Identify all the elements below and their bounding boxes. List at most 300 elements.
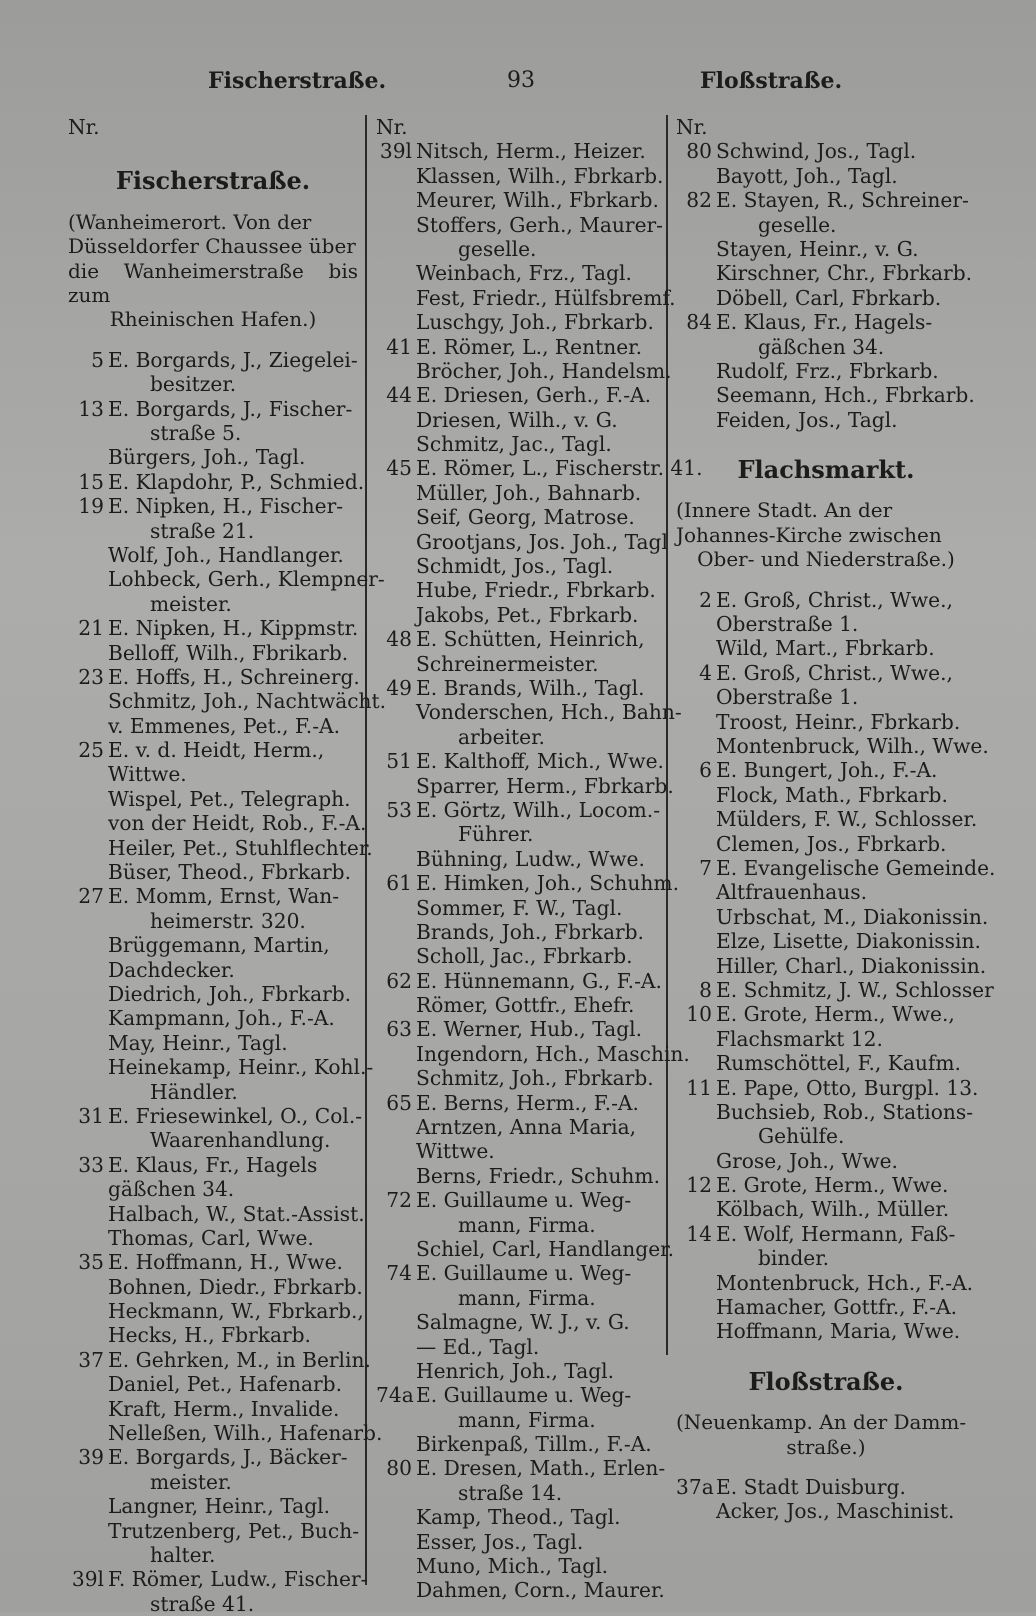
house-number: 82 xyxy=(686,188,712,213)
entry-line xyxy=(68,1470,358,1494)
entry-line xyxy=(376,871,679,896)
entry-line xyxy=(376,896,661,920)
entry-text: Rudolf, Frz., Fbrkarb. xyxy=(716,358,939,383)
entry-line xyxy=(676,1002,976,1026)
entry-text: Büser, Theod., Fbrkarb. xyxy=(108,860,351,885)
entry-line xyxy=(376,944,661,968)
entry-line xyxy=(376,139,661,163)
entry-text: Führer. xyxy=(458,822,534,847)
entry-text: Scholl, Jac., Fbrkarb. xyxy=(416,944,633,969)
entry-line xyxy=(68,1372,358,1396)
house-number: 65 xyxy=(386,1090,412,1115)
house-number: 10 xyxy=(686,1002,712,1027)
entry-line xyxy=(68,714,358,738)
entry-text: E. Grote, Herm., Wwe. xyxy=(716,1173,949,1198)
entry-text: E. Dresen, Math., Erlen- xyxy=(416,1456,666,1481)
entry-text: Händler. xyxy=(150,1079,238,1104)
entry-text: Bayott, Joh., Tagl. xyxy=(716,163,898,188)
house-number: 39l xyxy=(71,1567,104,1592)
entry-line xyxy=(676,213,976,237)
entry-text: Salmagne, W. J., v. G. xyxy=(416,1310,630,1335)
entry-list xyxy=(676,1475,976,1524)
entry-line xyxy=(676,237,976,261)
entry-text: Kraft, Herm., Invalide. xyxy=(108,1396,340,1421)
entry-text: Schmitz, Joh., Fbrkarb. xyxy=(416,1066,654,1091)
entry-text: E. Nipken, H., Kippmstr. xyxy=(108,616,359,641)
entry-text: Buchsieb, Rob., Stations- xyxy=(716,1099,974,1124)
description-line: Rheinischen Hafen.) xyxy=(109,307,317,332)
house-number: 80 xyxy=(686,139,712,164)
entry-text: Waarenhandlung. xyxy=(150,1128,331,1153)
column-3 xyxy=(676,115,996,1524)
entry-line xyxy=(68,1494,358,1518)
entry-line xyxy=(376,188,661,212)
entry-line xyxy=(376,1432,661,1456)
entry-line xyxy=(68,1299,364,1324)
entry-line xyxy=(68,665,358,689)
entry-line xyxy=(376,408,661,432)
entry-text: E. Klaus, Fr., Hagels- xyxy=(716,310,933,335)
entry-list xyxy=(676,587,996,1344)
entry-line xyxy=(376,822,661,846)
nr-label: Nr. xyxy=(676,115,708,139)
house-number: 21 xyxy=(78,616,104,641)
entry-line xyxy=(68,1055,374,1080)
entry-line xyxy=(376,261,661,285)
description-line: (Wanheimerort. Von der xyxy=(68,209,312,234)
entry-line xyxy=(68,543,358,567)
entry-text: gäßchen 34. xyxy=(108,1177,235,1202)
house-number: 45 xyxy=(386,456,412,481)
entry-line xyxy=(68,1250,358,1274)
entry-line xyxy=(68,738,358,762)
entry-text: E. Groß, Christ., Wwe., xyxy=(716,660,953,685)
entry-line xyxy=(676,1197,976,1221)
entry-text: mann, Firma. xyxy=(458,1285,596,1310)
entry-line xyxy=(376,432,661,456)
entry-line xyxy=(68,445,358,469)
entry-text: Schiel, Carl, Handlanger. xyxy=(416,1236,675,1261)
entry-line xyxy=(68,1153,358,1177)
entry-text: E. Bungert, Joh., F.-A. xyxy=(716,758,938,783)
description-line: (Innere Stadt. An der xyxy=(676,498,893,523)
entry-line xyxy=(68,1347,371,1372)
house-number: 49 xyxy=(386,675,412,700)
entry-line xyxy=(68,958,358,982)
house-number: 39l xyxy=(379,139,412,164)
entry-text: Driesen, Wilh., v. G. xyxy=(416,407,618,432)
entry-line xyxy=(676,1173,976,1197)
entry-line xyxy=(68,1226,358,1250)
entry-text: Schmitz, Jac., Tagl. xyxy=(416,432,612,457)
entry-text: arbeiter. xyxy=(458,724,545,749)
entry-text: E. Römer, L., Rentner. xyxy=(416,334,642,359)
entry-text: Montenbruck, Hch., F.-A. xyxy=(716,1270,974,1295)
entry-line xyxy=(376,627,661,651)
entry-line xyxy=(676,261,976,285)
entry-text: Oberstraße 1. xyxy=(716,685,859,710)
entry-text: Grootjans, Jos. Joh., Tagl xyxy=(416,529,668,554)
entry-line xyxy=(676,661,976,685)
description-line: Ober- und Niederstraße.) xyxy=(697,547,955,572)
entry-line xyxy=(376,358,672,383)
entry-text: E. Stayen, R., Schreiner- xyxy=(716,188,969,213)
entry-line xyxy=(376,652,661,676)
entry-text: Diedrich, Joh., Fbrkarb. xyxy=(108,981,352,1006)
entry-line xyxy=(676,310,976,334)
entry-line xyxy=(676,1149,976,1173)
column-1 xyxy=(68,115,387,1616)
entry-line xyxy=(676,953,987,978)
entry-text: Lohbeck, Gerh., Klempner- xyxy=(108,567,385,592)
entry-text: Henrich, Joh., Tagl. xyxy=(416,1358,615,1383)
house-number: 48 xyxy=(386,627,412,652)
entry-line xyxy=(68,811,367,836)
entry-line xyxy=(68,421,358,445)
entry-line xyxy=(676,612,976,636)
house-number: 37a xyxy=(676,1475,714,1500)
entry-line xyxy=(376,529,668,554)
entry-text: heimerstr. 320. xyxy=(150,908,306,933)
entry-line xyxy=(676,685,976,709)
house-number: 19 xyxy=(78,494,104,519)
entry-line xyxy=(376,285,676,310)
description-line: Johannes-Kirche zwischen xyxy=(676,522,942,547)
entry-text: meister. xyxy=(150,1469,232,1494)
entry-text: Muno, Mich., Tagl. xyxy=(416,1554,609,1579)
entry-line xyxy=(376,1164,661,1188)
entry-text: Trutzenberg, Pet., Buch- xyxy=(108,1518,360,1543)
entry-line xyxy=(676,1100,976,1124)
entry-text: Thomas, Carl, Wwe. xyxy=(108,1225,314,1250)
entry-text: v. Emmenes, Pet., F.-A. xyxy=(108,713,341,738)
entry-line xyxy=(376,505,661,529)
house-number: 23 xyxy=(78,664,104,689)
entry-text: geselle. xyxy=(758,212,837,237)
entry-text: E. Werner, Hub., Tagl. xyxy=(416,1017,642,1042)
description-line: straße.) xyxy=(786,1434,866,1459)
entry-line xyxy=(376,1578,665,1603)
entry-text: binder. xyxy=(758,1246,830,1271)
nr-label: Nr. xyxy=(376,115,408,139)
entry-line xyxy=(68,1006,358,1030)
description-line: Düsseldorfer Chaussee über xyxy=(68,234,356,259)
entry-text: Belloff, Wilh., Fbrikarb. xyxy=(108,640,349,665)
entry-text: E. Guillaume u. Weg- xyxy=(416,1383,632,1408)
entry-line xyxy=(676,1222,976,1246)
entry-line xyxy=(376,1261,661,1285)
entry-text: E. Klapdohr, P., Schmied. xyxy=(108,469,365,494)
entry-line xyxy=(376,1481,661,1505)
entry-line xyxy=(68,1519,358,1543)
entry-line xyxy=(68,909,358,933)
entry-text: Nelleßen, Wilh., Hafenarb. xyxy=(108,1421,383,1446)
entry-line xyxy=(676,1124,976,1148)
entry-line xyxy=(68,1177,358,1201)
page-number: 93 xyxy=(507,68,535,93)
entry-text: E. Friesewinkel, O., Col.- xyxy=(108,1103,363,1128)
entry-text: Wild, Mart., Fbrkarb. xyxy=(716,636,935,661)
house-number: 51 xyxy=(386,749,412,774)
entry-line xyxy=(376,1066,661,1090)
entry-text: Bühning, Ludw., Wwe. xyxy=(416,846,645,871)
entry-line xyxy=(68,1274,363,1299)
entry-line xyxy=(68,1128,358,1152)
entry-text: Hecks, H., Fbrkarb. xyxy=(108,1323,311,1348)
entry-line xyxy=(376,798,661,822)
entry-text: Stayen, Heinr., v. G. xyxy=(716,236,919,261)
entry-text: Wittwe. xyxy=(416,1139,495,1164)
running-header-left: Fischerstraße. xyxy=(208,68,387,94)
entry-line xyxy=(68,616,358,640)
entry-text: E. Borgards, J., Fischer- xyxy=(108,396,353,421)
entry-text: straße 21. xyxy=(150,518,255,543)
entry-line xyxy=(376,310,661,334)
house-number: 35 xyxy=(78,1250,104,1275)
entry-line xyxy=(676,880,976,904)
entry-text: Döbell, Carl, Fbrkarb. xyxy=(716,285,942,310)
entry-text: Elze, Lisette, Diakonissin. xyxy=(716,929,981,954)
entry-line xyxy=(676,856,996,880)
entry-line xyxy=(68,884,358,908)
entry-line xyxy=(68,1543,358,1567)
entry-text: Sparrer, Herm., Fbrkarb. xyxy=(416,773,674,798)
entry-text: Seif, Georg, Matrose. xyxy=(416,505,635,530)
entry-text: May, Heinr., Tagl. xyxy=(108,1030,288,1055)
entry-text: mann, Firma. xyxy=(458,1212,596,1237)
entry-text: Acker, Jos., Maschinist. xyxy=(716,1499,955,1524)
house-number: 15 xyxy=(78,469,104,494)
street-description xyxy=(676,1410,976,1459)
entry-text: Brands, Joh., Fbrkarb. xyxy=(416,919,644,944)
house-number: 5 xyxy=(91,347,104,372)
entry-line xyxy=(68,1445,358,1469)
entry-line xyxy=(68,567,385,592)
entry-line xyxy=(676,783,976,807)
entry-text: Clemen, Jos., Fbrkarb. xyxy=(716,831,947,856)
house-number: 25 xyxy=(78,738,104,763)
entry-text: Halbach, W., Stat.-Assist. xyxy=(108,1201,365,1226)
entry-line xyxy=(68,641,358,665)
entry-line xyxy=(376,383,661,407)
entry-line xyxy=(376,603,661,627)
entry-line xyxy=(376,1456,666,1481)
entry-line xyxy=(376,920,661,944)
entry-text: besitzer. xyxy=(150,372,237,397)
entry-text: Altfrauenhaus. xyxy=(716,880,868,905)
entry-text: straße 5. xyxy=(150,421,242,445)
entry-text: von der Heidt, Rob., F.-A. xyxy=(108,811,367,836)
entry-line xyxy=(68,1080,358,1104)
entry-text: Wittwe. xyxy=(108,762,187,787)
entry-line xyxy=(676,286,976,310)
entry-text: Hoffmann, Maria, Wwe. xyxy=(716,1319,961,1344)
entry-line xyxy=(68,982,358,1006)
entry-text: Grose, Joh., Wwe. xyxy=(716,1148,898,1173)
entry-text: F. Römer, Ludw., Fischer- xyxy=(108,1567,368,1592)
entry-text: E. Guillaume u. Weg- xyxy=(416,1261,632,1286)
entry-text: meister. xyxy=(150,591,232,616)
entry-text: Jakobs, Pet., Fbrkarb. xyxy=(416,602,639,627)
entry-text: E. Wolf, Hermann, Faß- xyxy=(716,1221,956,1246)
entry-line xyxy=(68,1103,363,1128)
entry-line xyxy=(68,469,365,494)
entry-line xyxy=(68,397,358,421)
entry-line xyxy=(676,335,976,359)
entry-text: Dachdecker. xyxy=(108,957,235,982)
entry-text: Flachsmarkt 12. xyxy=(716,1026,883,1051)
entry-text: Rumschöttel, F., Kaufm. xyxy=(716,1051,961,1076)
entry-text: — Ed., Tagl. xyxy=(416,1334,540,1359)
house-number: 7 xyxy=(699,856,712,880)
house-number: 61 xyxy=(386,871,412,896)
entry-text: E. Guillaume u. Weg- xyxy=(416,1188,632,1213)
entry-line xyxy=(68,787,358,811)
entry-text: Brüggemann, Martin, xyxy=(108,933,330,958)
entry-text: Heinekamp, Heinr., Kohl.- xyxy=(108,1055,374,1080)
entry-line xyxy=(676,1499,976,1523)
entry-text: Vonderschen, Hch., Bahn- xyxy=(416,700,682,725)
entry-line xyxy=(376,749,664,774)
house-number: 39 xyxy=(78,1445,104,1470)
entry-line xyxy=(676,1475,976,1499)
entry-text: Dahmen, Corn., Maurer. xyxy=(416,1578,665,1603)
entry-line xyxy=(68,519,358,543)
entry-text: Montenbruck, Wilh., Wwe. xyxy=(716,734,989,759)
house-number: 44 xyxy=(386,383,412,408)
house-number: 6 xyxy=(699,758,712,783)
entry-text: Birkenpaß, Tillm., F.-A. xyxy=(416,1432,652,1457)
entry-line xyxy=(676,588,976,612)
street-heading: Floßstraße. xyxy=(748,1366,904,1396)
entry-line xyxy=(376,1041,690,1066)
entry-line xyxy=(676,977,994,1002)
house-number: 80 xyxy=(386,1456,412,1481)
entry-line xyxy=(376,1359,661,1383)
entry-line xyxy=(376,993,661,1017)
entry-line xyxy=(376,1213,661,1237)
entry-line xyxy=(68,860,358,884)
entry-line xyxy=(68,372,358,396)
house-number: 41 xyxy=(386,334,412,359)
entry-line xyxy=(376,237,661,261)
entry-text: Kölbach, Wilh., Müller. xyxy=(716,1197,950,1222)
entry-line xyxy=(676,636,976,660)
description-line: die Wanheimerstraße bis zum xyxy=(68,258,358,308)
entry-text: E. Hünnemann, G., F.-A. xyxy=(416,968,662,993)
entry-line xyxy=(376,213,661,237)
entry-line xyxy=(376,163,664,188)
entry-line xyxy=(676,807,976,831)
entry-text: E. Nipken, H., Fischer- xyxy=(108,494,344,519)
description-line: (Neuenkamp. An der Damm- xyxy=(676,1410,967,1435)
entry-text: E. Himken, Joh., Schuhm. xyxy=(416,871,679,896)
entry-line xyxy=(376,1017,661,1041)
entry-line xyxy=(68,835,373,860)
entry-line xyxy=(376,1408,661,1432)
house-number: 74a xyxy=(376,1383,414,1408)
entry-line xyxy=(676,139,976,163)
entry-line xyxy=(376,1383,661,1407)
entry-line xyxy=(676,188,976,212)
entry-line xyxy=(676,710,976,734)
entry-text: Daniel, Pet., Hafenarb. xyxy=(108,1372,342,1397)
entry-text: Schreinermeister. xyxy=(416,651,599,676)
entry-text: Römer, Gottfr., Ehefr. xyxy=(416,993,635,1018)
house-number: 12 xyxy=(686,1173,712,1198)
entry-text: Kirschner, Chr., Fbrkarb. xyxy=(716,261,973,286)
entry-text: Flock, Math., Fbrkarb. xyxy=(716,782,948,807)
entry-text: Seemann, Hch., Fbrkarb. xyxy=(716,383,975,408)
entry-line xyxy=(676,929,981,954)
entry-line xyxy=(676,904,989,929)
entry-text: Gehülfe. xyxy=(758,1124,845,1149)
entry-line xyxy=(68,689,387,714)
house-number: 27 xyxy=(78,884,104,909)
entry-text: E. Pape, Otto, Burgpl. 13. xyxy=(716,1075,979,1100)
running-header-right: Floßstraße. xyxy=(700,68,843,94)
house-number: 8 xyxy=(699,977,712,1002)
entry-line xyxy=(676,1051,976,1075)
entry-text: mann, Firma. xyxy=(458,1407,596,1432)
entry-text: E. Momm, Ernst, Wan- xyxy=(108,884,340,909)
entry-text: Bürgers, Joh., Tagl. xyxy=(108,445,306,470)
entry-text: E. Borgards, J., Bäcker- xyxy=(108,1445,348,1470)
entry-text: E. Evangelische Gemeinde. xyxy=(716,856,996,880)
entry-text: E. Hoffmann, H., Wwe. xyxy=(108,1250,343,1275)
entry-text: Troost, Heinr., Fbrkarb. xyxy=(716,709,961,734)
entry-text: Hube, Friedr., Fbrkarb. xyxy=(416,578,656,603)
entry-text: Kamp, Theod., Tagl. xyxy=(416,1505,621,1530)
entry-line xyxy=(68,348,358,372)
house-number: 13 xyxy=(78,396,104,421)
entry-line xyxy=(376,1236,675,1261)
entry-line xyxy=(676,1027,976,1051)
entry-line xyxy=(676,1075,979,1100)
entry-line xyxy=(376,1091,661,1115)
entry-text: Esser, Jos., Tagl. xyxy=(416,1529,584,1554)
entry-line xyxy=(676,1246,976,1270)
entry-text: E. v. d. Heidt, Herm., xyxy=(108,738,325,763)
house-number: 63 xyxy=(386,1017,412,1042)
entry-text: Ingendorn, Hch., Maschin. xyxy=(416,1041,690,1066)
entry-text: E. Stadt Duisburg. xyxy=(716,1475,906,1500)
entry-text: Müller, Joh., Bahnarb. xyxy=(416,480,642,505)
entry-line xyxy=(676,1271,976,1295)
entry-line xyxy=(376,1554,661,1578)
entry-line xyxy=(68,1567,368,1592)
entry-line xyxy=(376,1286,661,1310)
entry-line xyxy=(68,1421,383,1446)
entry-line xyxy=(676,758,976,782)
house-number: 4 xyxy=(699,660,712,685)
entry-text: Bohnen, Diedr., Fbrkarb. xyxy=(108,1274,363,1299)
entry-line xyxy=(376,725,661,749)
entry-line xyxy=(676,359,976,383)
street-heading: Fischerstraße. xyxy=(115,166,311,196)
entry-text: E. Gehrken, M., in Berlin. xyxy=(108,1347,371,1372)
entry-text: Oberstraße 1. xyxy=(716,612,859,637)
entry-text: Luschgy, Joh., Fbrkarb. xyxy=(416,310,654,335)
entry-line xyxy=(376,1115,661,1139)
entry-text: Schwind, Jos., Tagl. xyxy=(716,139,917,164)
entry-line xyxy=(376,847,661,871)
entry-text: E. Römer, L., Fischerstr. 41. xyxy=(416,456,703,481)
entry-list xyxy=(676,139,976,432)
entry-text: Berns, Friedr., Schuhm. xyxy=(416,1163,660,1188)
entry-line xyxy=(376,700,682,725)
house-number: 2 xyxy=(699,587,712,612)
